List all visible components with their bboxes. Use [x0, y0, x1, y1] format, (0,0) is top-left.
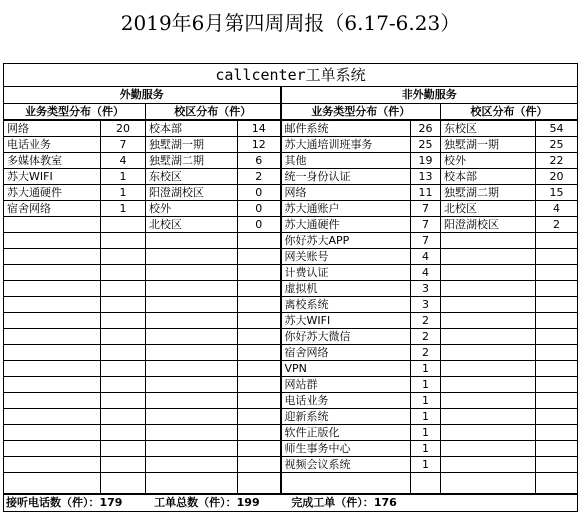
outside-campus-count-cell: 2 — [238, 169, 281, 185]
outside-campus-count-cell — [238, 393, 281, 409]
outside-campus-count-cell — [238, 457, 281, 473]
table-row — [4, 361, 578, 377]
non-outside-business-count-cell: 25 — [411, 137, 441, 153]
table-row — [4, 137, 578, 153]
completed-value: 176 — [373, 496, 397, 509]
non-outside-campus-name-cell: 校外 — [441, 153, 536, 169]
outside-campus-name-cell — [146, 265, 238, 281]
table-row — [4, 313, 578, 329]
outside-campus-count-cell: 6 — [238, 153, 281, 169]
outside-business-name-cell: 苏大通硬件 — [4, 185, 101, 201]
non-outside-campus-name-cell: 东校区 — [441, 120, 536, 137]
non-outside-business-count-cell: 4 — [411, 265, 441, 281]
non-outside-campus-count-cell — [536, 281, 578, 297]
outside-business-name-cell: 网络 — [4, 120, 101, 137]
outside-campus-count-cell — [238, 265, 281, 281]
non-outside-business-name-cell: 网站群 — [281, 377, 411, 393]
non-outside-campus-count-cell — [536, 297, 578, 313]
non-outside-campus-name-cell: 独墅湖二期 — [441, 185, 536, 201]
non-outside-business-count-cell: 7 — [411, 217, 441, 233]
non-outside-business-header: 业务类型分布（件） — [281, 104, 441, 121]
non-outside-campus-name-cell — [441, 233, 536, 249]
non-outside-campus-name-cell — [441, 345, 536, 361]
non-outside-business-count-cell: 26 — [411, 120, 441, 137]
outside-business-count-cell — [101, 361, 146, 377]
table-row — [4, 120, 578, 137]
non-outside-campus-count-cell — [536, 425, 578, 441]
non-outside-business-name-cell: 苏大通硬件 — [281, 217, 411, 233]
outside-campus-name-cell — [146, 313, 238, 329]
outside-campus-name-cell — [146, 457, 238, 473]
non-outside-business-count-cell: 2 — [411, 345, 441, 361]
outside-business-count-cell — [101, 233, 146, 249]
non-outside-campus-name-cell: 独墅湖一期 — [441, 137, 536, 153]
table-row — [4, 265, 578, 281]
table-row — [4, 185, 578, 201]
outside-business-count-cell: 7 — [101, 137, 146, 153]
outside-campus-count-cell — [238, 361, 281, 377]
outside-business-name-cell: 多媒体教室 — [4, 153, 101, 169]
non-outside-business-name-cell: 网关账号 — [281, 249, 411, 265]
outside-business-name-cell — [4, 377, 101, 393]
outside-business-name-cell — [4, 265, 101, 281]
outside-business-count-cell: 1 — [101, 201, 146, 217]
outside-business-count-cell: 1 — [101, 169, 146, 185]
outside-business-name-cell — [4, 345, 101, 361]
outside-business-count-cell — [101, 345, 146, 361]
outside-campus-count-cell: 0 — [238, 185, 281, 201]
non-outside-campus-count-cell: 22 — [536, 153, 578, 169]
outside-campus-count-cell — [238, 425, 281, 441]
outside-business-count-cell: 20 — [101, 120, 146, 137]
non-outside-campus-count-cell — [536, 409, 578, 425]
non-outside-campus-count-cell: 20 — [536, 169, 578, 185]
outside-campus-name-cell: 校外 — [146, 201, 238, 217]
non-outside-business-count-cell: 1 — [411, 409, 441, 425]
non-outside-campus-name-cell — [441, 409, 536, 425]
non-outside-business-count-cell: 3 — [411, 281, 441, 297]
outside-business-name-cell: 宿舍网络 — [4, 201, 101, 217]
non-outside-business-name-cell: 其他 — [281, 153, 411, 169]
non-outside-business-name-cell: 网络 — [281, 185, 411, 201]
non-outside-campus-name-cell — [441, 329, 536, 345]
outside-campus-name-cell — [146, 393, 238, 409]
outside-campus-name-cell — [146, 297, 238, 313]
table-row — [4, 457, 578, 473]
outside-business-count-cell — [101, 329, 146, 345]
outside-campus-name-cell — [146, 281, 238, 297]
empty-cell — [441, 473, 536, 495]
table-row — [4, 217, 578, 233]
empty-cell — [411, 473, 441, 495]
non-outside-campus-count-cell — [536, 313, 578, 329]
outside-business-count-cell — [101, 217, 146, 233]
table-row — [4, 233, 578, 249]
outside-campus-name-cell: 阳澄湖校区 — [146, 185, 238, 201]
outside-campus-name-cell — [146, 249, 238, 265]
outside-business-name-cell: 电话业务 — [4, 137, 101, 153]
outside-campus-count-cell: 0 — [238, 217, 281, 233]
non-outside-campus-count-cell — [536, 265, 578, 281]
non-outside-campus-count-cell — [536, 361, 578, 377]
table-row — [4, 329, 578, 345]
non-outside-campus-count-cell — [536, 329, 578, 345]
table-row — [4, 249, 578, 265]
outside-business-name-cell — [4, 409, 101, 425]
non-outside-business-count-cell: 11 — [411, 185, 441, 201]
non-outside-business-name-cell: 宿舍网络 — [281, 345, 411, 361]
outside-campus-count-cell: 14 — [238, 120, 281, 137]
table-row — [4, 153, 578, 169]
non-outside-business-name-cell: 电话业务 — [281, 393, 411, 409]
non-outside-business-name-cell: 视频会议系统 — [281, 457, 411, 473]
outside-campus-name-cell: 东校区 — [146, 169, 238, 185]
non-outside-campus-count-cell: 2 — [536, 217, 578, 233]
non-outside-business-count-cell: 4 — [411, 249, 441, 265]
non-outside-business-name-cell: VPN — [281, 361, 411, 377]
non-outside-campus-count-cell — [536, 233, 578, 249]
outside-campus-count-cell: 12 — [238, 137, 281, 153]
outside-campus-count-cell — [238, 249, 281, 265]
table-row — [4, 409, 578, 425]
outside-business-count-cell — [101, 313, 146, 329]
outside-business-count-cell — [101, 281, 146, 297]
ticket-report-table — [3, 63, 578, 512]
non-outside-campus-name-cell: 校本部 — [441, 169, 536, 185]
outside-campus-name-cell — [146, 425, 238, 441]
table-row — [4, 393, 578, 409]
outside-business-header: 业务类型分布（件） — [4, 104, 146, 121]
table-row — [4, 473, 578, 495]
outside-campus-name-cell — [146, 361, 238, 377]
non-outside-campus-header: 校区分布（件） — [441, 104, 578, 121]
non-outside-campus-count-cell — [536, 457, 578, 473]
non-outside-campus-count-cell: 15 — [536, 185, 578, 201]
outside-business-count-cell: 1 — [101, 185, 146, 201]
non-outside-campus-count-cell — [536, 393, 578, 409]
non-outside-campus-count-cell: 25 — [536, 137, 578, 153]
outside-campus-count-cell — [238, 409, 281, 425]
empty-cell — [146, 473, 238, 495]
outside-campus-count-cell — [238, 377, 281, 393]
non-outside-campus-count-cell — [536, 345, 578, 361]
non-outside-business-name-cell: 软件正版化 — [281, 425, 411, 441]
non-outside-campus-name-cell — [441, 249, 536, 265]
outside-business-name-cell — [4, 249, 101, 265]
outside-campus-name-cell — [146, 329, 238, 345]
non-outside-campus-name-cell — [441, 281, 536, 297]
non-outside-campus-name-cell — [441, 297, 536, 313]
outside-business-name-cell — [4, 441, 101, 457]
tickets-value: 199 — [236, 496, 260, 509]
non-outside-business-name-cell: 师生事务中心 — [281, 441, 411, 457]
non-outside-campus-name-cell: 阳澄湖校区 — [441, 217, 536, 233]
outside-campus-name-cell — [146, 441, 238, 457]
outside-business-name-cell: 苏大WIFI — [4, 169, 101, 185]
non-outside-business-name-cell: 苏大通账户 — [281, 201, 411, 217]
outside-campus-count-cell — [238, 233, 281, 249]
non-outside-business-name-cell: 计费认证 — [281, 265, 411, 281]
outside-business-count-cell — [101, 377, 146, 393]
empty-cell — [238, 473, 281, 495]
outside-campus-name-cell: 独墅湖二期 — [146, 153, 238, 169]
non-outside-campus-name-cell — [441, 377, 536, 393]
outside-business-name-cell — [4, 313, 101, 329]
non-outside-campus-name-cell — [441, 425, 536, 441]
outside-business-count-cell — [101, 393, 146, 409]
table-title: callcenter工单系统 — [4, 64, 578, 87]
outside-campus-name-cell — [146, 345, 238, 361]
non-outside-business-count-cell: 2 — [411, 313, 441, 329]
outside-service-header: 外勤服务 — [4, 87, 281, 104]
outside-business-name-cell — [4, 393, 101, 409]
non-outside-business-count-cell: 1 — [411, 441, 441, 457]
non-outside-campus-count-cell: 54 — [536, 120, 578, 137]
non-outside-campus-name-cell: 北校区 — [441, 201, 536, 217]
outside-campus-name-cell: 校本部 — [146, 120, 238, 137]
outside-business-name-cell — [4, 425, 101, 441]
non-outside-business-name-cell: 邮件系统 — [281, 120, 411, 137]
outside-campus-count-cell — [238, 345, 281, 361]
table-row — [4, 201, 578, 217]
table-row — [4, 281, 578, 297]
non-outside-business-count-cell: 2 — [411, 329, 441, 345]
non-outside-campus-count-cell — [536, 249, 578, 265]
outside-business-count-cell — [101, 441, 146, 457]
table-row — [4, 377, 578, 393]
non-outside-business-name-cell: 迎新系统 — [281, 409, 411, 425]
outside-business-name-cell — [4, 217, 101, 233]
outside-campus-count-cell — [238, 441, 281, 457]
outside-campus-header: 校区分布（件） — [146, 104, 281, 121]
calls-label: 接听电话数（件）： — [6, 496, 100, 509]
non-outside-business-count-cell: 3 — [411, 297, 441, 313]
outside-business-name-cell — [4, 297, 101, 313]
non-outside-business-count-cell: 1 — [411, 425, 441, 441]
table-row — [4, 297, 578, 313]
table-row — [4, 441, 578, 457]
non-outside-business-count-cell: 7 — [411, 233, 441, 249]
outside-campus-name-cell — [146, 409, 238, 425]
outside-business-count-cell: 4 — [101, 153, 146, 169]
outside-campus-name-cell — [146, 233, 238, 249]
non-outside-campus-count-cell — [536, 441, 578, 457]
outside-campus-count-cell: 0 — [238, 201, 281, 217]
report-title: 2019年6月第四周周报（6.17-6.23） — [120, 11, 461, 35]
non-outside-campus-name-cell — [441, 393, 536, 409]
outside-business-name-cell — [4, 329, 101, 345]
outside-campus-count-cell — [238, 281, 281, 297]
non-outside-business-name-cell: 你好苏大APP — [281, 233, 411, 249]
non-outside-business-name-cell: 离校系统 — [281, 297, 411, 313]
non-outside-business-count-cell: 1 — [411, 361, 441, 377]
outside-business-name-cell — [4, 361, 101, 377]
outside-business-name-cell — [4, 281, 101, 297]
non-outside-business-count-cell: 13 — [411, 169, 441, 185]
outside-campus-count-cell — [238, 297, 281, 313]
non-outside-campus-name-cell — [441, 313, 536, 329]
non-outside-campus-name-cell — [441, 361, 536, 377]
outside-business-name-cell — [4, 457, 101, 473]
outside-campus-name-cell: 独墅湖一期 — [146, 137, 238, 153]
non-outside-campus-count-cell — [536, 377, 578, 393]
outside-campus-count-cell — [238, 329, 281, 345]
empty-cell — [281, 473, 411, 495]
outside-business-count-cell — [101, 409, 146, 425]
non-outside-business-name-cell: 苏大通培训班事务 — [281, 137, 411, 153]
outside-business-count-cell — [101, 249, 146, 265]
non-outside-business-count-cell: 1 — [411, 457, 441, 473]
table-row — [4, 169, 578, 185]
non-outside-campus-count-cell: 4 — [536, 201, 578, 217]
outside-business-name-cell — [4, 233, 101, 249]
summary-footer — [4, 494, 578, 512]
outside-campus-count-cell — [238, 313, 281, 329]
non-outside-service-header: 非外勤服务 — [281, 87, 578, 104]
non-outside-business-name-cell: 统一身份认证 — [281, 169, 411, 185]
table-row — [4, 425, 578, 441]
outside-business-count-cell — [101, 457, 146, 473]
outside-business-count-cell — [101, 265, 146, 281]
non-outside-campus-name-cell — [441, 441, 536, 457]
non-outside-business-name-cell: 虚拟机 — [281, 281, 411, 297]
calls-value: 179 — [99, 496, 123, 509]
outside-business-count-cell — [101, 297, 146, 313]
outside-campus-name-cell: 北校区 — [146, 217, 238, 233]
non-outside-business-name-cell: 苏大WIFI — [281, 313, 411, 329]
table-row — [4, 345, 578, 361]
completed-label: 完成工单（件）： — [291, 496, 374, 509]
non-outside-business-count-cell: 7 — [411, 201, 441, 217]
outside-campus-name-cell — [146, 377, 238, 393]
non-outside-business-count-cell: 1 — [411, 393, 441, 409]
tickets-label: 工单总数（件）： — [154, 496, 237, 509]
empty-cell — [101, 473, 146, 495]
non-outside-campus-name-cell — [441, 265, 536, 281]
empty-cell — [536, 473, 578, 495]
non-outside-business-name-cell: 你好苏大微信 — [281, 329, 411, 345]
non-outside-campus-name-cell — [441, 457, 536, 473]
non-outside-business-count-cell: 19 — [411, 153, 441, 169]
empty-cell — [4, 473, 101, 495]
non-outside-business-count-cell: 1 — [411, 377, 441, 393]
outside-business-count-cell — [101, 425, 146, 441]
